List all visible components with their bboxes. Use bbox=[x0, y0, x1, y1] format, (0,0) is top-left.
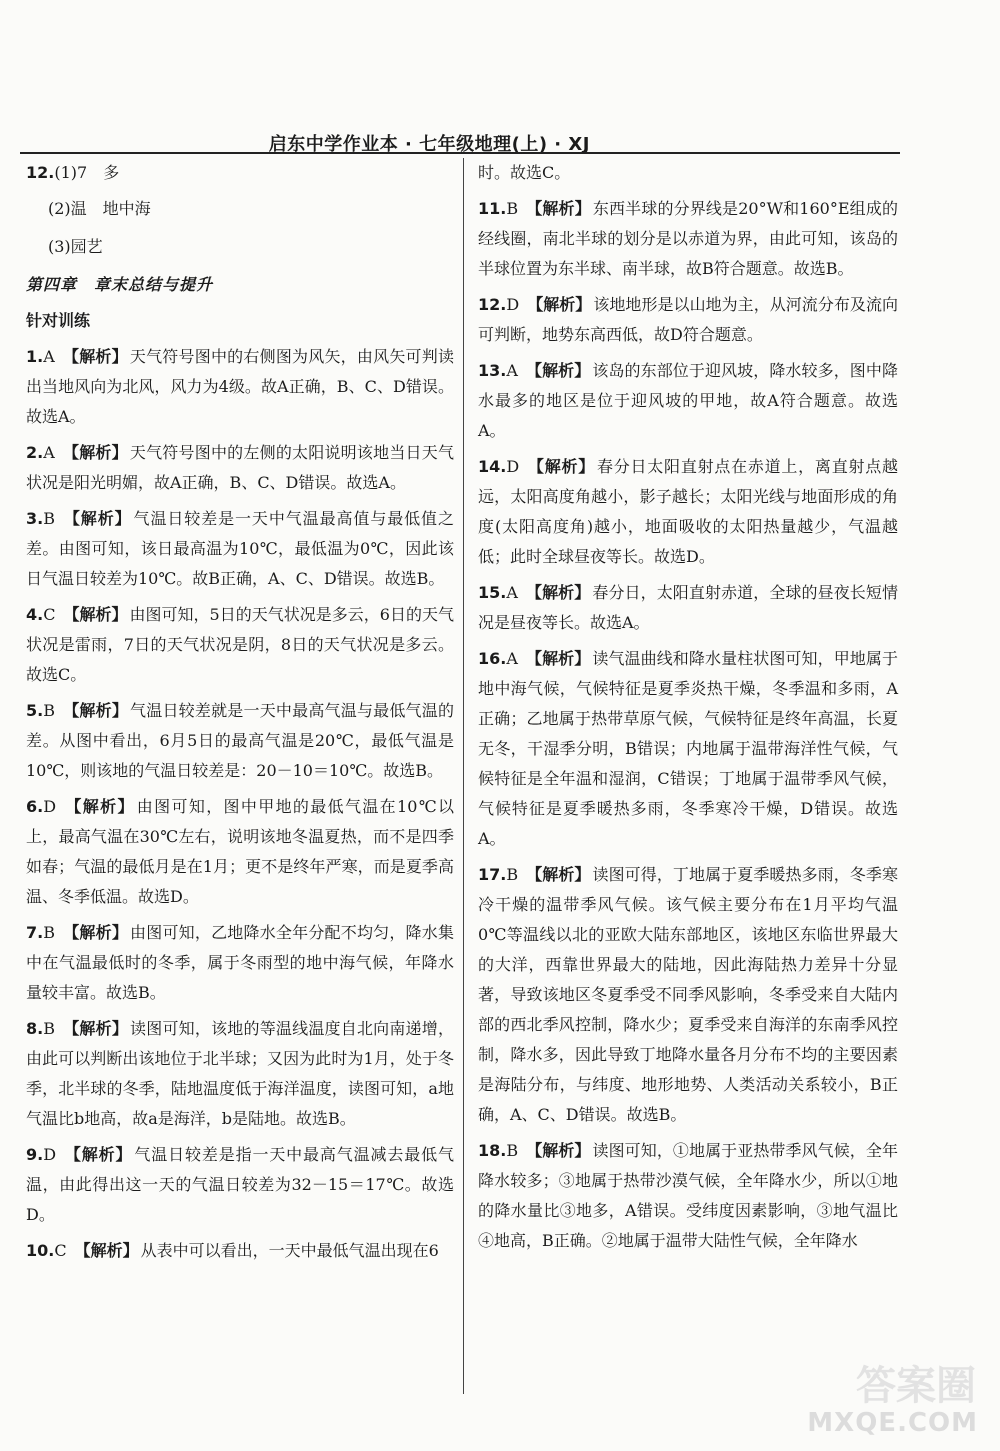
left-answer-list bbox=[26, 342, 454, 1266]
analysis-text: 该地地形是以山地为主，从河流分布及流向可判断，地势东高西低，故D符合题意。 bbox=[478, 295, 898, 344]
question-number: 15. bbox=[478, 583, 507, 602]
answer-letter: A bbox=[506, 583, 518, 602]
analysis-tag: 【解析】 bbox=[62, 347, 128, 366]
question-number: 14. bbox=[478, 457, 507, 476]
answer-letter: C bbox=[54, 1241, 67, 1260]
analysis-tag: 【解析】 bbox=[62, 701, 129, 720]
answer-letter: B bbox=[43, 923, 55, 942]
analysis-text: 由图可知，5日的天气状况是多云，6日的天气状况是雷雨，7日的天气状况是阴，8日的天气状况是多云。故选C。 bbox=[26, 605, 454, 684]
answer-item bbox=[26, 342, 454, 432]
answer-letter: C bbox=[43, 605, 56, 624]
question-number: 10. bbox=[26, 1241, 55, 1260]
answer-item bbox=[26, 600, 454, 690]
right-answer-list bbox=[478, 194, 898, 1256]
right-column bbox=[478, 158, 898, 1262]
answer-letter: B bbox=[506, 1141, 519, 1160]
analysis-text: 东西半球的分界线是20°W和160°E组成的经线圈，南北半球的划分是以赤道为界，由此可知，该岛的半球位置为东半球、南半球，故B符合题意。故选B。 bbox=[478, 199, 898, 278]
analysis-tag: 【解析】 bbox=[62, 443, 128, 462]
answer-line-1: (1)7 多 bbox=[54, 163, 120, 182]
answer-letter: A bbox=[506, 361, 518, 380]
analysis-tag: 【解析】 bbox=[62, 509, 132, 528]
question-number: 5. bbox=[26, 701, 44, 720]
answer-item bbox=[478, 194, 898, 284]
question-number: 12. bbox=[26, 163, 55, 182]
analysis-text: 由图可知，图中甲地的最低气温在10℃以上，最高气温在30℃左右，说明该地冬温夏热，而不是四季如春；气温的最低月是在1月；更不是终年严寒，而是夏季高温、冬季低温。故选D。 bbox=[26, 797, 454, 906]
answer-letter: B bbox=[43, 701, 55, 720]
analysis-text: 读图可知，①地属于亚热带季风气候，全年降水较多；③地属于热带沙漠气候，全年降水少，所以①地的降水量比③地多，A错误。受纬度因素影响，③地气温比④地高，B正确。②地属于温带大陆性气候，全年降水 bbox=[478, 1141, 898, 1250]
analysis-text: 该岛的东部位于迎风坡，降水较多，图中降水最多的地区是位于迎风坡的甲地，故A符合题意。故选A。 bbox=[478, 361, 898, 440]
answer-item bbox=[478, 290, 898, 350]
analysis-text: 气温日较差是指一天中最高气温减去最低气温，由此得出这一天的气温日较差为32－15＝17℃。故选D。 bbox=[26, 1145, 454, 1224]
answer-letter: B bbox=[506, 199, 519, 218]
answer-letter: B bbox=[43, 1019, 55, 1038]
answer-letter: A bbox=[506, 649, 518, 668]
question-number: 9. bbox=[26, 1145, 44, 1164]
answer-item bbox=[26, 696, 454, 786]
question-number: 8. bbox=[26, 1019, 44, 1038]
answer-letter: A bbox=[43, 443, 55, 462]
answer-line-2: (2)温 地中海 bbox=[48, 199, 151, 218]
section-heading: 针对训练 bbox=[26, 311, 91, 330]
analysis-tag: 【解析】 bbox=[62, 1019, 129, 1038]
answer-item bbox=[26, 504, 454, 594]
question-number: 2. bbox=[26, 443, 44, 462]
answer-item bbox=[26, 1236, 454, 1266]
analysis-tag: 【解析】 bbox=[525, 583, 591, 602]
header-title: 启东中学作业本 · 七年级地理(上) · XJ bbox=[268, 134, 590, 155]
answer-item bbox=[26, 918, 454, 1008]
analysis-text: 从表中可以看出，一天中最低气温出现在6 bbox=[140, 1241, 439, 1260]
question-number: 17. bbox=[478, 865, 507, 884]
analysis-text: 读图可知，该地的等温线温度自北向南递增，由此可以判断出该地位于北半球；又因为此时为1月，处于冬季，北半球的冬季，陆地温度低于海洋温度，读图可知，a地气温比b地高，故a是海洋，b是陆地。故选B。 bbox=[26, 1019, 454, 1128]
question-number: 4. bbox=[26, 605, 44, 624]
answer-item bbox=[26, 792, 454, 912]
analysis-text: 读图可得，丁地属于夏季暖热多雨，冬季寒冷干燥的温带季风气候。该气候主要分布在1月平均气温0℃等温线以北的亚欧大陆东部地区，该地区东临世界最大的大洋，西靠世界最大的陆地，因此海陆热力差异十分显著，导致该地区冬夏季受不同季风影响，冬季受来自大陆内部的西北季风控制，降水少；夏季受来自海洋的东南季风控制，降水多，因此导致丁地降水量各月分布不均的主要因素是海陆分布，与纬度、地形地势、人类活动关系较小，B正确，A、C、D错误。故选B。 bbox=[478, 865, 898, 1124]
answer-item bbox=[478, 644, 898, 854]
question-12 bbox=[26, 158, 454, 188]
analysis-text: 天气符号图中的左侧的太阳说明该地当日天气状况是阳光明媚，故A正确，B、C、D错误。故选A。 bbox=[26, 443, 454, 492]
question-number: 1. bbox=[26, 347, 44, 366]
analysis-tag: 【解析】 bbox=[525, 361, 591, 380]
analysis-text: 由图可知，乙地降水全年分配不均匀，降水集中在气温最低时的冬季，属于冬雨型的地中海气候，年降水量较丰富。故选B。 bbox=[26, 923, 454, 1002]
analysis-tag: 【解析】 bbox=[526, 199, 591, 218]
answer-letter: D bbox=[43, 1145, 57, 1164]
answer-letter: D bbox=[506, 457, 520, 476]
watermark-site: MXQE.COM bbox=[807, 1408, 978, 1438]
analysis-tag: 【解析】 bbox=[74, 1241, 139, 1260]
answer-item bbox=[26, 438, 454, 498]
answer-letter: D bbox=[43, 797, 57, 816]
analysis-tag: 【解析】 bbox=[526, 865, 591, 884]
chapter-heading: 第四章 章末总结与提升 bbox=[26, 275, 214, 294]
answer-item bbox=[478, 356, 898, 446]
question-number: 16. bbox=[478, 649, 507, 668]
analysis-tag: 【解析】 bbox=[62, 923, 129, 942]
left-column bbox=[26, 158, 454, 1272]
analysis-text: 春分日太阳直射点在赤道上，离直射点越远，太阳高度角越小，影子越长；太阳光线与地面形成的角度(太阳高度角)越小，地面吸收的太阳热量越少，气温越低；此时全球昼夜等长。故选D。 bbox=[478, 457, 898, 566]
analysis-tag: 【解析】 bbox=[63, 605, 128, 624]
analysis-tag: 【解析】 bbox=[527, 295, 592, 314]
answer-letter: D bbox=[506, 295, 520, 314]
analysis-text: 气温日较差就是一天中最高气温与最低气温的差。从图中看出，6月5日的最高气温是20℃，最低气温是10℃，则该地的气温日较差是：20－10＝10℃。故选B。 bbox=[26, 701, 454, 780]
analysis-text: 读气温曲线和降水量柱状图可知，甲地属于地中海气候，气候特征是夏季炎热干燥，冬季温和多雨，A正确；乙地属于热带草原气候，气候特征是终年高温，长夏无冬，干湿季分明，B错误；内地属于温带海洋性气候，气候特征是全年温和湿润，C错误；丁地属于温带季风气候，气候特征是夏季暖热多雨，冬季寒冷干燥，D错误。故选A。 bbox=[478, 649, 898, 848]
analysis-tag: 【解析】 bbox=[526, 1141, 591, 1160]
header-rule bbox=[20, 152, 900, 154]
question-number: 18. bbox=[478, 1141, 507, 1160]
analysis-text: 天气符号图中的右侧图为风矢，由风矢可判读出当地风向为北风，风力为4级。故A正确，B、C、D错误。故选A。 bbox=[26, 347, 454, 426]
answer-item bbox=[26, 1014, 454, 1134]
analysis-tag: 【解析】 bbox=[64, 797, 135, 816]
question-number: 7. bbox=[26, 923, 44, 942]
watermark-logo: 答案圈 bbox=[856, 1363, 976, 1409]
answer-letter: B bbox=[43, 509, 55, 528]
question-number: 11. bbox=[478, 199, 507, 218]
page-header bbox=[20, 130, 900, 155]
analysis-tag: 【解析】 bbox=[64, 1145, 133, 1164]
answer-item bbox=[478, 578, 898, 638]
answer-item bbox=[478, 452, 898, 572]
answer-letter: A bbox=[43, 347, 55, 366]
question-number: 6. bbox=[26, 797, 44, 816]
analysis-tag: 【解析】 bbox=[525, 649, 591, 668]
answer-item bbox=[478, 860, 898, 1130]
column-divider bbox=[463, 158, 464, 1394]
answer-letter: B bbox=[506, 865, 519, 884]
continued-text: 时。故选C。 bbox=[478, 163, 571, 182]
question-number: 12. bbox=[478, 295, 507, 314]
answer-line-3: (3)园艺 bbox=[48, 237, 103, 256]
answer-item bbox=[478, 1136, 898, 1256]
analysis-text: 气温日较差是一天中气温最高值与最低值之差。由图可知，该日最高温为10℃，最低温为0℃，因此该日气温日较差为10℃。故B正确，A、C、D错误。故选B。 bbox=[26, 509, 454, 588]
watermark bbox=[807, 1350, 990, 1440]
question-number: 13. bbox=[478, 361, 507, 380]
analysis-tag: 【解析】 bbox=[527, 457, 595, 476]
question-number: 3. bbox=[26, 509, 44, 528]
analysis-text: 春分日，太阳直射赤道，全球的昼夜长短情况是昼夜等长。故选A。 bbox=[478, 583, 898, 632]
answer-item bbox=[26, 1140, 454, 1230]
